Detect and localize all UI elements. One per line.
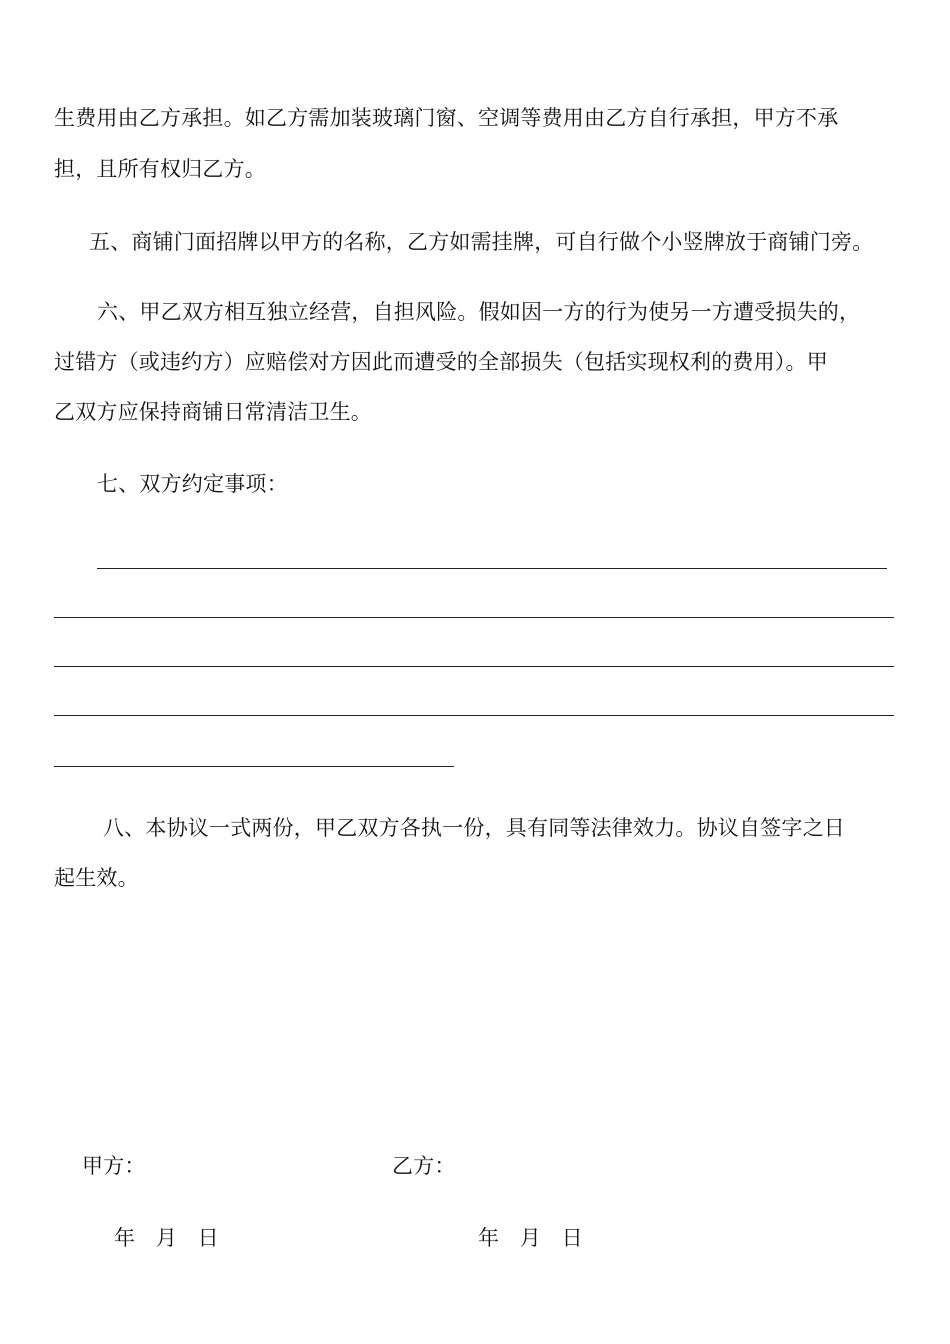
clause-eight-line: 八、本协议一式两份，甲乙双方各执一份，具有同等法律效力。协议自签字之日 bbox=[103, 816, 845, 840]
paragraph-continuation-line: 担，且所有权归乙方。 bbox=[54, 157, 266, 181]
clause-six-line: 六、甲乙双方相互独立经营，自担风险。假如因一方的行为使另一方遭受损失的， bbox=[97, 300, 861, 324]
clause-six-line: 乙双方应保持商铺日常清洁卫生。 bbox=[54, 400, 372, 424]
blank-fill-line bbox=[54, 715, 894, 716]
clause-six-line: 过错方（或违约方）应赔偿对方因此而遭受的全部损失（包括实现权利的费用）。甲 bbox=[54, 350, 828, 374]
paragraph-continuation-line: 生费用由乙方承担。如乙方需加装玻璃门窗、空调等费用由乙方自行承担，甲方不承 bbox=[54, 106, 839, 130]
clause-seven: 七、双方约定事项： bbox=[97, 472, 288, 496]
blank-fill-line bbox=[54, 766, 454, 767]
blank-fill-line bbox=[97, 568, 887, 569]
party-b-date: 年 月 日 bbox=[478, 1226, 583, 1250]
party-a-date: 年 月 日 bbox=[114, 1226, 219, 1250]
clause-eight-line: 起生效。 bbox=[54, 866, 139, 890]
clause-five: 五、商铺门面招牌以甲方的名称，乙方如需挂牌，可自行做个小竖牌放于商铺门旁。 bbox=[89, 230, 874, 254]
party-b-label: 乙方： bbox=[392, 1154, 456, 1178]
party-a-label: 甲方： bbox=[82, 1154, 146, 1178]
blank-fill-line bbox=[54, 617, 894, 618]
blank-fill-line bbox=[54, 666, 894, 667]
